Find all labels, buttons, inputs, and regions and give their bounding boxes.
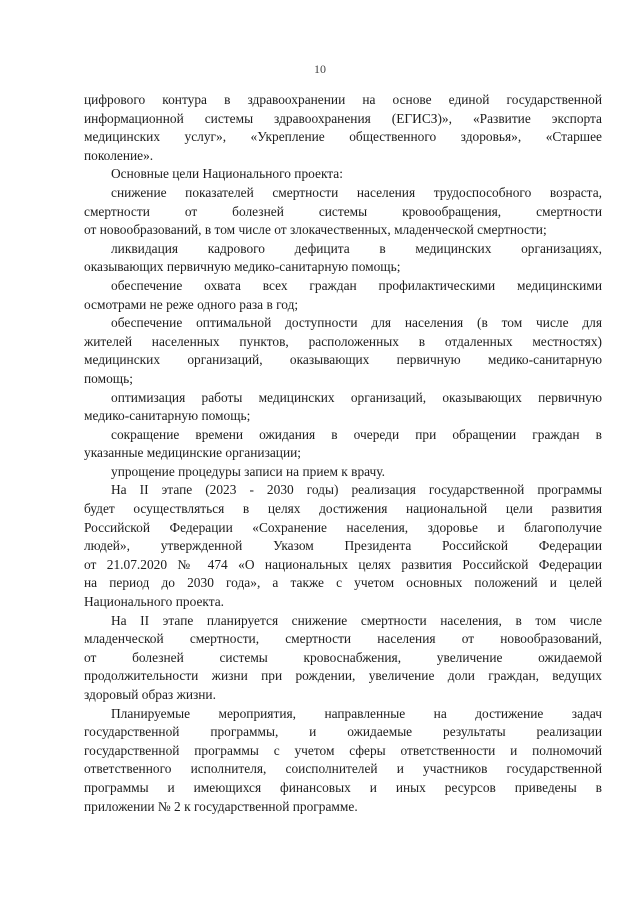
- text-line: от болезней системы кровоснабжения, увеличение ожидаемой: [84, 649, 602, 665]
- text-line: упрощение процедуры записи на прием к врачу.: [111, 463, 385, 479]
- text-line: приложении № 2 к государственной программе.: [84, 798, 358, 814]
- text-line: будет осуществляться в целях достижения национальной цели развития: [84, 501, 602, 517]
- text-line: медицинских организаций, оказывающих первичную медико-санитарную: [84, 352, 602, 368]
- text-line: Планируемые мероприятия, направленные на достижение задач: [111, 705, 602, 721]
- text-line: здоровый образ жизни.: [84, 687, 216, 702]
- text-line: помощь;: [84, 370, 133, 386]
- text-line: жителей населенных пунктов, расположенных в отдаленных местностях): [84, 333, 602, 349]
- text-line: обеспечение охвата всех граждан профилактическими медицинскими: [111, 277, 602, 293]
- text-line: смертности от болезней системы кровообращения, смертности: [84, 203, 602, 219]
- text-line: медицинских услуг», «Укрепление общественного здоровья», «Старшее: [84, 129, 602, 145]
- text-line: снижение показателей смертности населения трудоспособного возраста,: [111, 184, 602, 200]
- page-number: 10: [314, 62, 326, 76]
- text-line: от 21.07.2020 № 474 «О национальных целях развития Российской Федерации: [84, 556, 602, 572]
- text-line: от новообразований, в том числе от злокачественных, младенческой смертности;: [84, 222, 547, 238]
- text-line: людей», утвержденной Указом Президента Российской Федерации: [84, 538, 602, 554]
- text-line: ликвидация кадрового дефицита в медицинских организациях,: [111, 240, 602, 256]
- text-line: на период до 2030 года», а также с учетом основных положений и целей: [84, 575, 602, 591]
- text-line: обеспечение оптимальной доступности для населения (в том числе для: [111, 315, 602, 331]
- text-line: поколение».: [84, 147, 154, 163]
- text-line: информационной системы здравоохранения (ЕГИСЗ)», «Развитие экспорта: [84, 110, 602, 126]
- text-line: Национального проекта.: [84, 594, 225, 610]
- text-line: продолжительности жизни при рождении, увеличение доли граждан, ведущих: [84, 668, 602, 684]
- text-line: медико-санитарную помощь;: [84, 408, 251, 424]
- text-line: ответственного исполнителя, соисполнителей и участников государственной: [84, 761, 602, 777]
- text-line: На II этапе (2023 - 2030 годы) реализация государственной программы: [111, 482, 602, 498]
- text-line: Российской Федерации «Сохранение населения, здоровье и благополучие: [84, 519, 602, 535]
- text-line: На II этапе планируется снижение смертности населения, в том числе: [111, 612, 602, 628]
- text-line: младенческой смертности, смертности населения от новообразований,: [84, 631, 602, 647]
- text-line: сокращение времени ожидания в очереди при обращении граждан в: [111, 426, 602, 442]
- text-line: осмотрами не реже одного раза в год;: [84, 296, 299, 312]
- text-line: оказывающих первичную медико-санитарную помощь;: [84, 259, 401, 275]
- document-body: [84, 91, 602, 816]
- text-line: цифрового контура в здравоохранении на основе единой государственной: [84, 92, 602, 107]
- text-line: программы и имеющихся финансовых и иных ресурсов приведены в: [84, 779, 602, 795]
- text-line: Основные цели Национального проекта:: [111, 166, 343, 182]
- text-line: оптимизация работы медицинских организаций, оказывающих первичную: [111, 389, 602, 405]
- text-line: указанные медицинские организации;: [84, 445, 302, 461]
- text-line: государственной программы с учетом сферы ответственности и полномочий: [84, 742, 602, 758]
- text-line: государственной программы, и ожидаемые результаты реализации: [84, 724, 602, 740]
